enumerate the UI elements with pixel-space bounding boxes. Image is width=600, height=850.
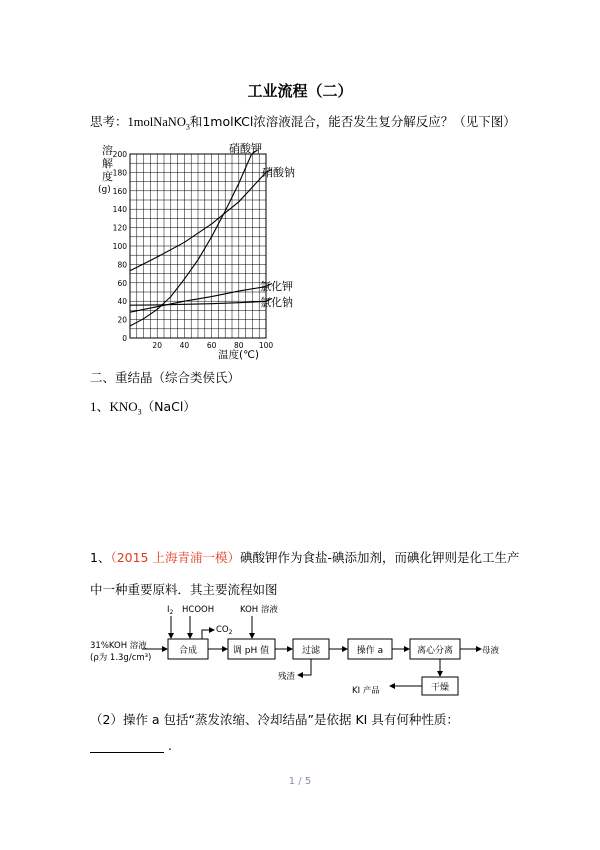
solubility-chart <box>88 138 318 363</box>
series-label-nacl: 氯化钠 <box>260 296 293 309</box>
box-synthesis-label: 合成 <box>178 646 198 656</box>
y-axis-label-char: 溶 <box>102 144 113 157</box>
series-label-nano3: 硝酸钠 <box>262 166 295 179</box>
y-tick-label: 20 <box>117 315 127 325</box>
product-label: KI 产品 <box>352 686 380 696</box>
y-tick-label: 180 <box>112 168 127 178</box>
y-axis-label-char: 解 <box>102 157 113 170</box>
y-tick-label: 60 <box>117 278 127 288</box>
box-operation-a-label: 操作 a <box>356 646 384 656</box>
feed-density: (ρ为 1.3g/cm³) <box>90 653 152 663</box>
item-kno3-subscript: 3 <box>137 407 142 417</box>
x-axis-label: 温度(℃) <box>218 349 259 361</box>
answer-line <box>90 738 172 753</box>
koh-top-label: KOH 溶液 <box>240 605 278 615</box>
mother-liquor-label: 母液 <box>482 646 500 656</box>
answer-blank[interactable] <box>90 740 164 753</box>
subquestion-text: （2）操作 a 包括“蒸发浓缩、冷却结晶”是依据 KI 具有何种性质： <box>90 712 459 727</box>
problem-line-2: 中一种重要原料．其主要流程如图 <box>90 582 278 597</box>
box-filter-label: 过滤 <box>301 646 321 656</box>
chart-series <box>130 150 272 326</box>
hcooh-label: HCOOH <box>182 605 215 615</box>
box-dry-label: 干燥 <box>430 683 450 693</box>
page-number: 1 / 5 <box>288 776 312 787</box>
problem-number: 1、 <box>90 550 111 565</box>
series-line-kcl <box>130 284 272 313</box>
box-centrifuge-label: 离心分离 <box>416 646 454 656</box>
answer-period: . <box>167 738 172 753</box>
item-kno3-prefix: 1、KNO <box>90 399 138 414</box>
question-subscript: 3 <box>185 122 190 132</box>
y-axis-label <box>102 143 113 183</box>
y-tick-label: 40 <box>117 297 127 307</box>
section-recrystallization: 二、重结晶（综合类侯氏） <box>90 370 241 385</box>
chart-grid <box>130 154 266 338</box>
y-tick-label: 140 <box>112 205 127 215</box>
i2-label: $I_2$ <box>167 605 174 616</box>
x-tick-label: 60 <box>206 341 217 350</box>
question-body: 和1molKCl浓溶液混合，能否发生复分解反应？（见下图） <box>189 114 516 129</box>
y-tick-label: 100 <box>112 242 127 251</box>
y-tick-label: 0 <box>122 334 127 343</box>
problem-line-1 <box>90 548 520 566</box>
feed-label: 31%KOH 溶液 <box>90 641 147 651</box>
question-formula: 1molNaNO <box>127 115 186 129</box>
page-title: 工业流程（二） <box>247 82 353 100</box>
y-tick-label: 160 <box>112 186 127 196</box>
residue-label: 残渣 <box>278 672 296 682</box>
y-axis-ticks <box>113 150 128 343</box>
series-label-kcl: 氯化钾 <box>260 280 293 293</box>
item-kno3 <box>90 396 196 417</box>
x-tick-label: 20 <box>152 341 162 350</box>
series-line-nacl <box>130 298 272 305</box>
item-kno3-suffix: （NaCl） <box>141 399 196 414</box>
y-tick-label: 120 <box>112 223 127 233</box>
co2-label: $CO_2$ <box>216 625 233 636</box>
process-flow-diagram <box>90 602 520 702</box>
question-prefix: 思考： <box>90 114 128 129</box>
problem-source: （2015 上海青浦一模） <box>110 550 240 565</box>
problem-text-1: 碘酸钾作为食盐-碘添加剂，而碘化钾则是化工生产 <box>240 550 520 565</box>
x-tick-label: 100 <box>258 341 274 350</box>
y-axis-label-char: 度 <box>102 170 113 183</box>
x-tick-label: 40 <box>179 341 190 350</box>
question-text <box>90 112 516 132</box>
y-axis-unit: (g) <box>98 185 111 195</box>
x-tick-label: 80 <box>234 341 244 350</box>
series-label-kno3: 硝酸钾 <box>229 142 262 155</box>
y-tick-label: 80 <box>117 260 127 270</box>
y-tick-label: 200 <box>112 150 127 159</box>
box-adjust-ph-label: 调 pH 值 <box>232 646 270 656</box>
